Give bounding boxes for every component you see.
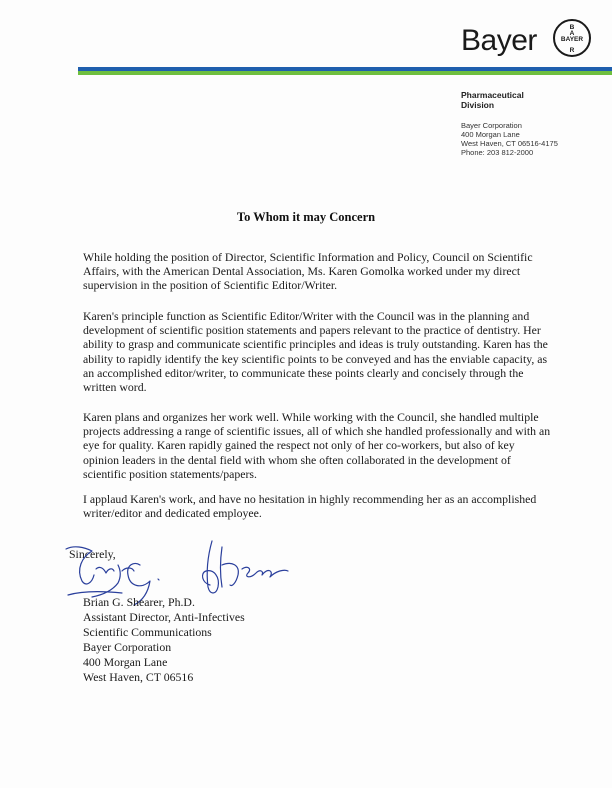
division-line-1: Pharmaceutical xyxy=(461,90,524,100)
division-line-2: Division xyxy=(461,100,495,110)
address-line-2: 400 Morgan Lane xyxy=(461,130,520,139)
division-name xyxy=(461,90,524,110)
letterhead-green-stripe xyxy=(78,71,612,75)
logo-letter-bottom: R xyxy=(569,47,575,54)
logo-letter-top: B xyxy=(569,24,575,31)
signer-name: Brian G. Shearer, Ph.D. xyxy=(83,595,195,609)
closing: Sincerely, xyxy=(69,547,116,561)
paragraph-3: Karen plans and organizes her work well. While working with the Council, she handled multiple projects addressing a range of scientific issues, all of which she handled professionally and with an eye for quality. Karen rapidly gained the respect not only of her co-workers, but also of key opinion leaders in the dental field with whom she often collaborated in the development of scientific position statements/papers. xyxy=(83,410,551,481)
signature-block xyxy=(83,595,245,685)
company-address xyxy=(461,121,558,157)
signer-department: Scientific Communications xyxy=(83,625,212,639)
bayer-cross-logo-icon xyxy=(552,18,592,58)
address-line-4: Phone: 203 812-2000 xyxy=(461,148,534,157)
paragraph-1: While holding the position of Director, Scientific Information and Policy, Council on Scientific Affairs, with the American Dental Association, Ms. Karen Gomolka worked under my direct supervision in the position of Scientific Editor/Writer. xyxy=(83,250,533,293)
address-line-3: West Haven, CT 06516-4175 xyxy=(461,139,558,148)
signer-city: West Haven, CT 06516 xyxy=(83,670,194,684)
paragraph-4: I applaud Karen's work, and have no hesitation in highly recommending her as an accomplished writer/editor and dedicated employee. xyxy=(83,492,537,521)
signer-company: Bayer Corporation xyxy=(83,640,172,654)
paragraph-2: Karen's principle function as Scientific Editor/Writer with the Council was in the planning and development of scientific position statements and papers relevant to the practice of dentistry. Her ability to grasp and communicate scientific principles and ideas is truly outstanding. Karen has the ability to rapidly identify the key scientific points to be conveyed and has the enviable capacity, as an accomplished editor/writer, to communicate these points clearly and concisely through the written word. xyxy=(83,309,548,395)
letter-salutation-heading: To Whom it may Concern xyxy=(236,210,376,224)
address-line-1: Bayer Corporation xyxy=(461,121,522,130)
signer-street: 400 Morgan Lane xyxy=(83,655,168,669)
logo-center-text: BAYER xyxy=(560,36,584,43)
logo-letter-side: A xyxy=(569,30,575,37)
bayer-logo-wordmark: Bayer xyxy=(461,24,537,57)
signer-title: Assistant Director, Anti-Infectives xyxy=(83,610,245,624)
